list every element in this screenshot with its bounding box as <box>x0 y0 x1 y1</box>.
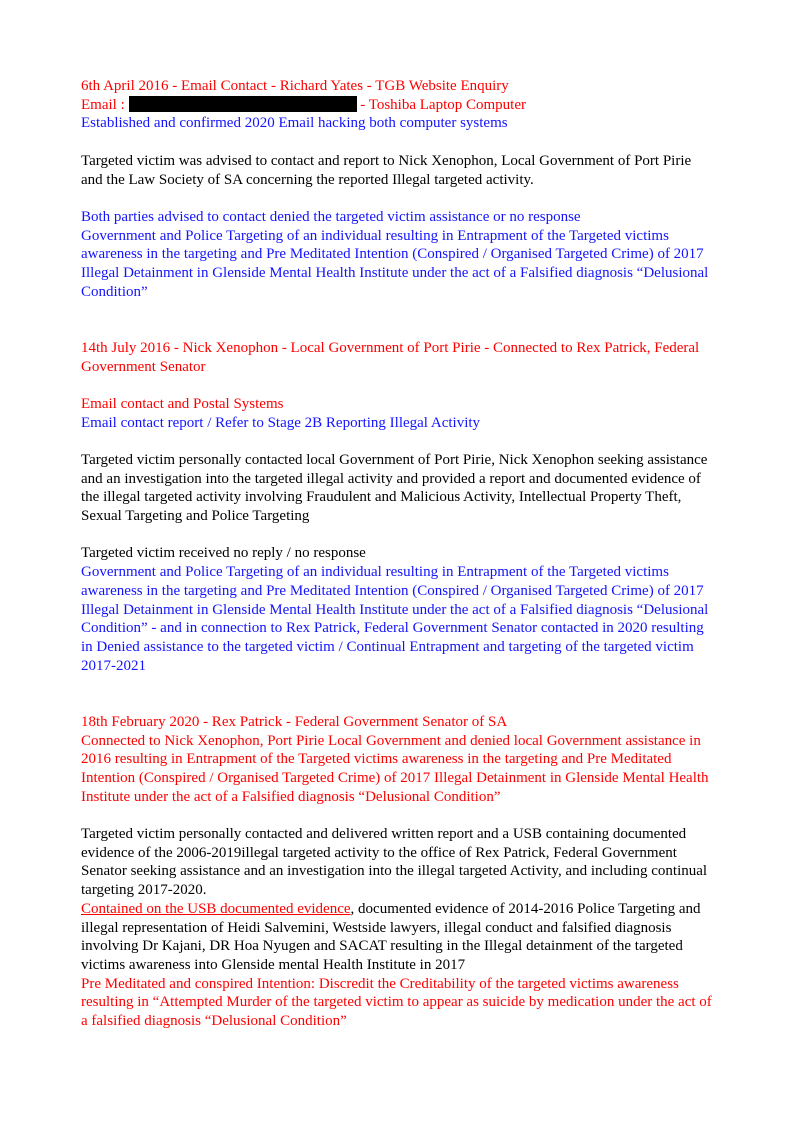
text-segment: 6th April 2016 - Email Contact - Richard Yates - TGB Website Enquiry <box>81 78 509 94</box>
text-segment: Government and Police Targeting of an individual resulting in Entrapment of the Targeted victims awareness in the targeting and Pre Meditated Intention (Conspired / Organised Targeted Crime) of 2017 Illegal Detainment in Glenside Mental Health Institute under the act of a Falsified diagnosis “Delusional Condition” - and in connection to Rex Patrick, Federal Government Senator contacted in 2020 resulting in Denied assistance to the targeted victim / Continual Entrapment and targeting of the targeted victim 2017-2021 <box>81 564 709 674</box>
text-segment: Email : <box>81 96 129 113</box>
text-segment: Both parties advised to contact denied the targeted victim assistance or no response <box>81 208 581 225</box>
text-segment: Pre Meditated and conspired Intention: Discredit the Creditability of the targeted victims awareness resulting in “Attempted Murder of the targeted victim to appear as suicide by medication under the act of a falsified diagnosis “Delusional Condition” <box>81 975 712 1030</box>
document-body <box>81 77 714 1031</box>
document-paragraph <box>81 395 714 432</box>
text-segment: Targeted victim personally contacted and delivered written report and a USB containing documented evidence of the 2006-2019illegal targeted activity to the office of Rex Patrick, Federal Government Senator seeking assistance and an investigation into the illegal targeted Activity, and including continual targeting 2017-2020. <box>81 826 708 899</box>
text-segment: 18th February 2020 - Rex Patrick - Federal Government Senator of SA <box>81 713 508 730</box>
document-paragraph <box>81 152 714 189</box>
text-segment: Email contact report / Refer to Stage 2B Reporting Illegal Activity <box>81 414 481 431</box>
text-segment: Targeted victim personally contacted local Government of Port Pirie, Nick Xenophon seeking assistance and an investigation into the targeted illegal activity and provided a report and documented evidence of the illegal targeted activity involving Fraudulent and Malicious Activity, Intellectual Property Theft, Sexual Targeting and Police Targeting <box>81 451 708 525</box>
document-paragraph <box>81 339 714 376</box>
document-paragraph <box>81 451 714 526</box>
text-segment: Government and Police Targeting of an individual resulting in Entrapment of the Targeted victims awareness in the targeting and Pre Meditated Intention (Conspired / Organised Targeted Crime) of 2017 Illegal Detainment in Glenside Mental Health Institute under the act of a Falsified diagnosis “Delusional Condition” <box>81 227 709 300</box>
text-segment: Established and confirmed 2020 Email hacking both computer systems <box>81 115 508 132</box>
text-segment: 14th July 2016 - Nick Xenophon - Local Government of Port Pirie - Connected to Rex Patrick, Federal Government Senator <box>81 339 700 375</box>
text-segment: Targeted victim was advised to contact and report to Nick Xenophon, Local Government of Port Pirie and the Law Society of SA concerning the reported Illegal targeted activity. <box>81 152 692 188</box>
text-segment: Connected to Nick Xenophon, Port Pirie Local Government and denied local Government assistance in 2016 resulting in Entrapment of the Targeted victims awareness in the targeting and Pre Meditated Intention (Conspired / Organised Targeted Crime) of 2017 Illegal Detainment in Glenside Mental Health Institute under the act of a Falsified diagnosis “Delusional Condition” <box>81 732 709 805</box>
document-paragraph <box>81 208 714 302</box>
text-segment: Email contact and Postal Systems <box>81 395 284 412</box>
text-segment: - Toshiba Laptop Computer <box>356 96 526 113</box>
document-paragraph <box>81 77 714 133</box>
text-segment: Contained on the USB documented evidence <box>81 900 351 917</box>
redacted-email-address-box <box>129 96 357 112</box>
document-paragraph <box>81 825 714 1031</box>
text-segment: , documented evidence of 2014-2016 Police Targeting and illegal representation of Heidi Salvemini, Westside lawyers, illegal conduct and falsified diagnosis involving Dr Kajani, DR Hoa Nyugen and SACAT resulting in the Illegal detainment of the targeted victims awareness into Glenside mental Health Institute in 2017 <box>81 900 701 973</box>
document-paragraph <box>81 544 714 675</box>
document-paragraph <box>81 713 714 807</box>
text-segment: Targeted victim received no reply / no response <box>81 545 366 562</box>
